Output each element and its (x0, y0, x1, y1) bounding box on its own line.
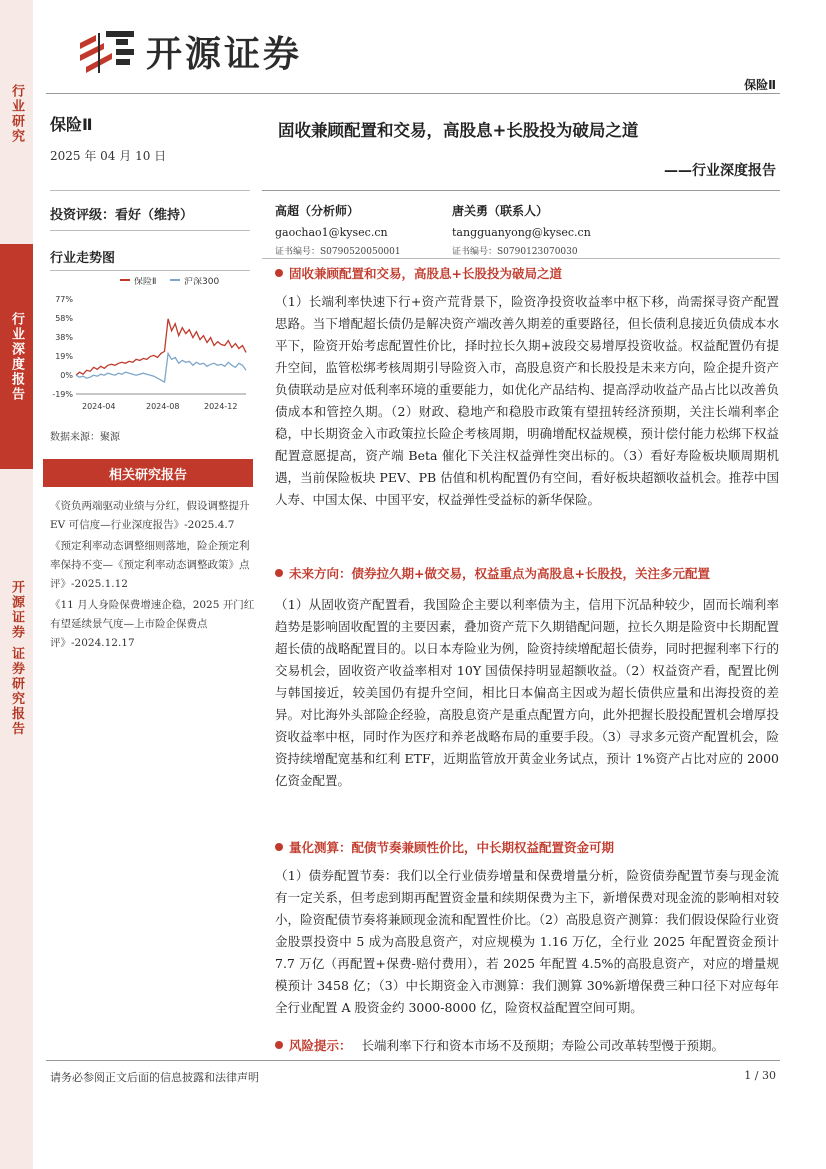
author-cert: 证书编号：S0790123070030 (452, 247, 578, 257)
company-logo (76, 26, 302, 77)
sector-name: 保险Ⅱ (50, 115, 93, 134)
author-email[interactable]: gaochao1@kysec.cn (275, 226, 388, 239)
investment-rating: 投资评级：看好（维持） (50, 208, 194, 223)
author-divider (262, 258, 780, 259)
related-reports-title: 相关研究报告 (43, 459, 253, 487)
section-heading: 固收兼顾配置和交易，高股息+长股投为破局之道 (275, 264, 562, 282)
author-name: 高超（分析师） (275, 204, 360, 218)
risk-warning (275, 1036, 724, 1054)
section-body: （1）从固收资产配置看，我国险企主要以利率债为主，信用下沉品种较少，固而长端利率趋势是影响固收配置的主要因素，叠加资产荒下久期错配问题，拉长久期是险资中长期配置超长债的战略配置目的。以日本寿险业为例，险资持续增配超长债券，同时把握利率下行的交易机会，固收资产收益率相对 10Y 国债保持明显超额收益。（2）权益资产看，配置比例与韩国接近，较美国仍有提升空间，相比日本偏高主因或为超长债供应量和出海投资的差异。对比海外头部险企经验，高股息资产是重点配置方向，此外把握长股投配置机会增厚投资收益率中枢，同时作为医疗和养老战略布局的重要手段。（3）寻求多元资产配置机会，险资持续增配宽基和红利 ETF，近期监管放开黄金业务试点，预计 1%资产占比对应的 2000 亿资金配置。 (275, 597, 779, 788)
chart-source: 数据来源：聚源 (50, 432, 120, 443)
section-body: （1）长端利率快速下行+资产荒背景下，险资净投资收益率中枢下移，尚需探寻资产配置思路。当下增配超长债仍是解决资产端改善久期差的重要路径，但长债利息接近负债成本水平下，险资开始考虑配置性价比，择时拉长久期+波段交易增厚投资收益。权益配置仍有提升空间，监管松绑考核周期引导险资入市，高股息资产和长股投是未来方向，险企提升资产负债联动是应对低利率环境的重要能力，如优化产品结构、提高浮动收益产品占比以改善负债成本和管控久期。（2）财政、稳地产和稳股市政策有望扭转经济预期，关注长端利率企稳，中长期资金入市政策拉长险企考核周期，明确增配权益规模，预计偿付能力松绑下权益配置意愿提高，资产端 Beta 催化下关注权益弹性突出标的。（3）看好寿险板块顺周期机遇，当前保险板块 PEV、PB 估值和机构配置仍有空间，看好板块超额收益机会。推荐中国人寿、中国太保、中国平安，权益弹性受益标的新华保险。 (275, 294, 779, 507)
logo-mark-icon (76, 29, 138, 75)
related-report-item[interactable]: 《资负两端驱动业绩与分红，假设调整提升 EV 可信度—行业深度报告》-2025.4.7 (50, 500, 250, 531)
x-tick-label: 2024-12 (204, 402, 238, 411)
related-reports-list (50, 497, 255, 655)
sidebar-report-type: 行业深度报告 (0, 244, 33, 469)
left-divider (50, 230, 250, 231)
left-column (50, 112, 250, 266)
footer-divider (46, 1060, 780, 1061)
trend-title: 行业走势图 (50, 251, 116, 266)
y-tick-label: 58% (55, 314, 73, 323)
x-tick-label: 2024-08 (146, 402, 180, 411)
author-email[interactable]: tangguanyong@kysec.cn (452, 226, 591, 239)
author-card (275, 202, 401, 257)
author-name: 唐关勇（联系人） (452, 204, 549, 218)
legend-label-insurance: 保险Ⅱ (134, 277, 157, 287)
left-divider (50, 190, 250, 191)
related-report-item[interactable]: 《11 月人身险保费增速企稳，2025 开门红有望延续景气度—上市险企保费点评》-2024.12.17 (50, 599, 255, 649)
footer-disclaimer: 请务必参阅正文后面的信息披露和法律声明 (50, 1071, 259, 1084)
y-tick-label: 38% (55, 333, 73, 342)
bullet-icon (275, 1041, 283, 1049)
bullet-icon (275, 269, 283, 277)
header-divider (46, 93, 780, 94)
x-tick-label: 2024-04 (82, 402, 116, 411)
sidebar-brand: 开源证券 证券研究报告 (9, 580, 24, 737)
risk-label: 风险提示： (289, 1038, 352, 1053)
logo-text: 开源证券 (146, 34, 303, 75)
legend-label-csi300: 沪深300 (184, 277, 220, 287)
trend-chart (50, 277, 250, 417)
risk-text: 长端利率下行和资本市场不及预期；寿险公司改革转型慢于预期。 (361, 1038, 725, 1053)
left-divider (50, 270, 250, 271)
series-line-csi300 (76, 353, 246, 382)
bullet-icon (275, 569, 283, 577)
y-tick-label: -19% (52, 390, 73, 399)
y-tick-label: 0% (60, 371, 73, 380)
section-heading: 未来方向：债券拉久期+做交易，权益重点为高股息+长股投，关注多元配置 (275, 564, 710, 582)
report-title: 固收兼顾配置和交易，高股息+长股投为破局之道 (278, 121, 639, 140)
legend-swatch-csi300 (170, 279, 180, 281)
page-number: 1 / 30 (744, 1069, 776, 1082)
bullet-icon (275, 843, 283, 851)
author-cert: 证书编号：S0790520050001 (275, 247, 401, 257)
related-report-item[interactable]: 《预定利率动态调整细则落地，险企预定利率保持不变—《预定利率动态调整政策》点评》-2025.1.12 (50, 540, 250, 590)
y-tick-label: 77% (55, 295, 73, 304)
legend-swatch-insurance (120, 279, 130, 281)
y-tick-label: 19% (55, 352, 73, 361)
section-heading: 量化测算：配债节奏兼顾性价比，中长期权益配置资金可期 (275, 838, 614, 856)
series-line-insurance (76, 319, 246, 375)
section-body: （1）债券配置节奏：我们以全行业债券增量和保费增量分析，险资债券配置节奏与现金流有一定关系，但考虑到期再配置资金量和续期保费为主下，新增保费对现金流的影响相对较小，险资配债节奏将兼顾现金流和配置性价比。（2）高股息资产测算：我们假设保险行业资金股票投资中 5 成为高股息资产，对应规模为 1.16 万亿，全行业 2025 年配置资金预计 7.7 万亿（再配置+保费-赔付费用），若 2025 年配置 4.5%的高股息资产，对应的增量规模预计 3458 亿；（3）中长期资金入市测算：我们测算 30%新增保费三种口径下对应每年全行业配置 A 股资金约 3000-8000 亿，险资权益配置空间可期。 (275, 868, 779, 1015)
title-divider (262, 190, 780, 191)
author-card (452, 202, 591, 257)
report-date: 2025 年 04 月 10 日 (50, 149, 167, 163)
trend-chart-svg (50, 277, 250, 417)
sidebar-category: 行业研究 (9, 84, 24, 144)
report-subtitle: ——行业深度报告 (664, 163, 776, 179)
left-sidebar (0, 0, 33, 1169)
sector-tag: 保险Ⅱ (744, 78, 776, 92)
